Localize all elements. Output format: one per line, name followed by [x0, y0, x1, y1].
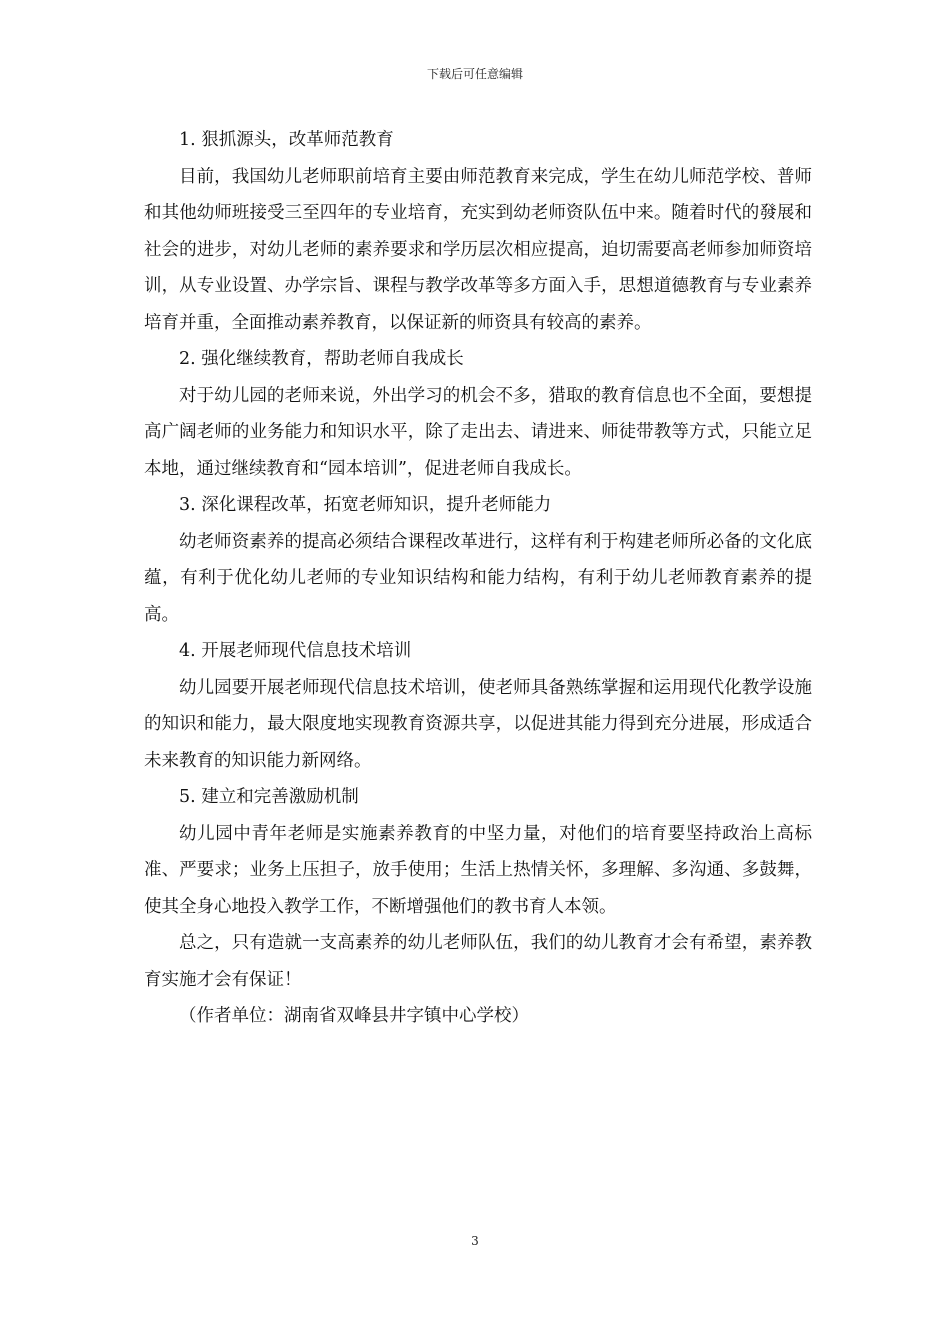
paragraph-2: 对于幼儿园的老师来说，外出学习的机会不多，猎取的教育信息也不全面，要想提高广阔老师的业务能力和知识水平，除了走出去、请进来、师徒带教等方式，只能立足本地，通过继续教育和“园本培训”，促进老师自我成长。 — [144, 385, 812, 479]
document-body — [144, 122, 812, 1035]
section-heading-5: 5. 建立和完善激励机制 — [179, 787, 359, 807]
paragraph-4: 幼儿园要开展老师现代信息技术培训，使老师具备熟练掌握和运用现代化教学设施的知识和能力，最大限度地实现教育资源共享，以促进其能力得到充分进展，形成适合未来教育的知识能力新网络。 — [144, 677, 812, 771]
section-heading-4: 4. 开展老师现代信息技术培训 — [179, 641, 412, 661]
author-affiliation: （作者单位：湖南省双峰县井字镇中心学校） — [179, 1006, 529, 1026]
section-heading-2: 2. 强化继续教育，帮助老师自我成长 — [179, 349, 464, 369]
paragraph-1: 目前，我国幼儿老师职前培育主要由师范教育来完成，学生在幼儿师范学校、普师和其他幼师班接受三至四年的专业培育，充实到幼老师资队伍中来。随着时代的發展和社会的进步，对幼儿老师的素养要求和学历层次相应提高，迫切需要高老师参加师资培训，从专业设置、办学宗旨、课程与教学改革等多方面入手，思想道德教育与专业素养培育并重，全面推动素养教育，以保证新的师资具有较高的素养。 — [144, 166, 812, 333]
paragraph-3: 幼老师资素养的提高必须结合课程改革进行，这样有利于构建老师所必备的文化底蕴，有利于优化幼儿老师的专业知识结构和能力结构，有利于幼儿老师教育素养的提高。 — [144, 531, 812, 625]
page-number: 3 — [471, 1234, 479, 1248]
conclusion-paragraph: 总之，只有造就一支高素养的幼儿老师队伍，我们的幼儿教育才会有希望，素养教育实施才会有保证！ — [144, 933, 812, 990]
section-heading-3: 3. 深化课程改革，拓宽老师知识，提升老师能力 — [179, 495, 552, 515]
paragraph-5: 幼儿园中青年老师是实施素养教育的中坚力量，对他们的培育要坚持政治上高标准、严要求；业务上压担子，放手使用；生活上热情关怀，多理解、多沟通、多鼓舞，使其全身心地投入教学工作，不断增强他们的教书育人本领。 — [144, 823, 812, 917]
section-heading-1: 1. 狠抓源头，改革师范教育 — [179, 130, 394, 150]
page-header: 下载后可任意编辑 — [426, 67, 523, 81]
